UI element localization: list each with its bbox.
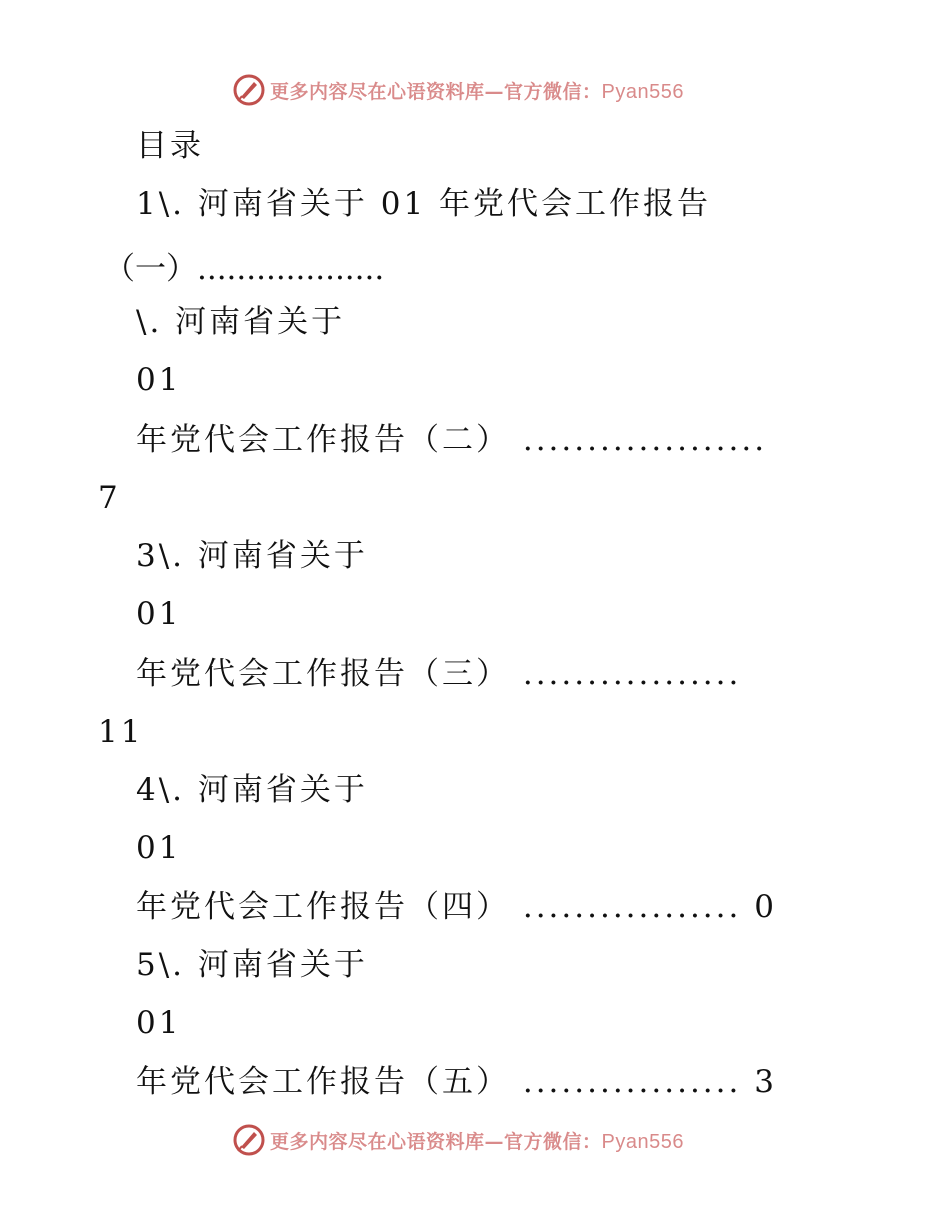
toc-line-3: \. 河南省关于 (136, 304, 346, 340)
watermark-text: 更多内容尽在心语资料库—官方微信：Pyan556 (270, 1130, 684, 1153)
toc-line-2: （一）................... (104, 251, 385, 287)
watermark-text: 更多内容尽在心语资料库—官方微信：Pyan556 (270, 80, 684, 103)
toc-line-4: 01 (136, 362, 182, 398)
quill-pen-logo-icon (232, 73, 266, 107)
footer-watermark (232, 1122, 684, 1158)
quill-pen-logo-icon (232, 1123, 266, 1157)
toc-line-11: 4\. 河南省关于 (136, 772, 368, 808)
toc-line-14: 5\. 河南省关于 (136, 947, 368, 983)
toc-line-9: 年党代会工作报告（三） ................. (136, 656, 742, 692)
toc-line-16: 年党代会工作报告（五） ................. 3 (136, 1064, 777, 1100)
toc-line-10: 11 (98, 714, 144, 750)
toc-title: 目录 (136, 128, 204, 164)
toc-line-12: 01 (136, 830, 182, 866)
header-watermark (232, 72, 684, 108)
watermark-wechat-id: Pyan556 (601, 1130, 684, 1153)
toc-line-13: 年党代会工作报告（四） ................. 0 (136, 889, 777, 925)
toc-line-8: 01 (136, 596, 182, 632)
toc-line-6: 7 (98, 480, 121, 516)
toc-line-7: 3\. 河南省关于 (136, 538, 368, 574)
toc-line-15: 01 (136, 1005, 182, 1041)
watermark-wechat-id: Pyan556 (601, 80, 684, 103)
toc-line-1: 1\. 河南省关于 01 年党代会工作报告 (136, 186, 712, 222)
toc-line-5: 年党代会工作报告（二） ................... (136, 422, 768, 458)
